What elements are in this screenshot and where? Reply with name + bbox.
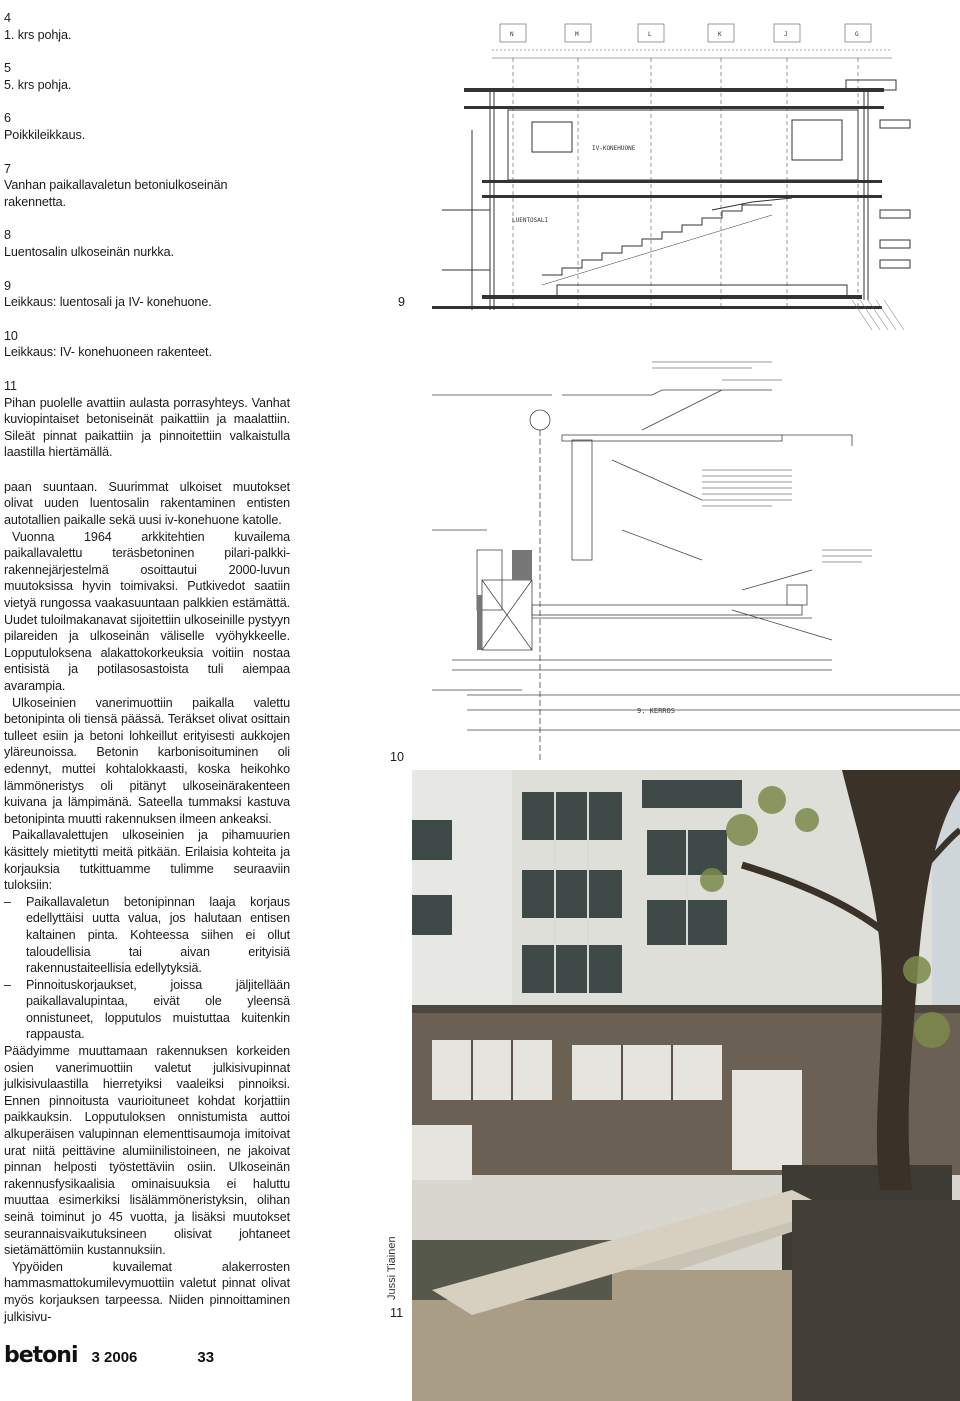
issue-number: 3 2006 bbox=[91, 1349, 138, 1366]
building-photo bbox=[412, 770, 960, 1401]
caption-number: 9 bbox=[4, 278, 11, 293]
caption-text: Poikkileikkaus. bbox=[4, 127, 86, 142]
caption-text: 1. krs pohja. bbox=[4, 27, 72, 42]
caption-number: 4 bbox=[4, 11, 11, 25]
list-item-text: Pinnoituskorjaukset, joissa jäljitellään paikallavalupintaa, eivät ole yleensä onnistuneet, lopputulos muistuttaa kuitenkin rappausta. bbox=[26, 977, 290, 1042]
grid-letter: M bbox=[575, 31, 579, 38]
paragraph: Ulkoseinien vanerimuottiin paikalla valettu betonipinta oli tiensä päässä. Teräkset olivat osittain tulleet esiin ja betoni lohkeillut erityisesti aukkojen yläreunoissa. Betonin karbonisoituminen oli edennyt, muttei kohtalokkaasti, koska heikohko lämmöneristys oli pitänyt ulkoseinärakenteen kuivana ja lämpimänä. Sateella tummaksi kastuva betonipinta muutti rakennuksen ilmeen ankeaksi. bbox=[4, 695, 290, 826]
caption-number: 7 bbox=[4, 161, 11, 176]
caption-10 bbox=[4, 328, 290, 361]
dash-bullet: – bbox=[4, 894, 11, 909]
left-column bbox=[4, 10, 290, 1325]
caption-7 bbox=[4, 161, 290, 211]
caption-11 bbox=[4, 378, 290, 461]
grid-letter: L bbox=[648, 31, 652, 38]
grid-letter: N bbox=[510, 31, 514, 38]
caption-text: Luentosalin ulkoseinän nurkka. bbox=[4, 244, 174, 259]
figure-11-label: 11 bbox=[390, 1306, 404, 1320]
grid-letter: K bbox=[718, 31, 722, 38]
paragraph: Vuonna 1964 arkkitehtien kuvailema paikallavalettu teräsbetoninen pilari-palkki-rakennejärjestelmä osoittautui 2000-luvun muutoksissa hyvin toimivaksi. Putkivedot saatiin vietyä rungossa vaakasuuntaan palkkien estämättä. Uudet tuloilmakanavat sijoitettiin ulkoseinille pystyyn pilareiden ja ulkoseinän väliselle vyöhykkeelle. Lopputuloksena alakattokorkeuksia voitiin nostaa entisistä ja potilasosastoista tuli aiempaa avarampia. bbox=[4, 529, 290, 693]
caption-number: 6 bbox=[4, 111, 11, 126]
caption-text: Pihan puolelle avattiin aulasta porrasyhteys. Vanhat kuviopintaiset betoniseinät paikattiin ja maalattiin. Sileät pinnat paikattiin ja pinnoitettiin valkaistulla laastilla hiertämällä. bbox=[4, 395, 290, 460]
paragraph: Ypyöiden kuvailemat alakerrosten hammasmattokumilevymuottiin valetut pinnat olivat myös korjauksen tarpeessa. Niiden pinnoittaminen julkisivu- bbox=[4, 1259, 290, 1324]
figure-9-section-drawing bbox=[412, 10, 960, 340]
article-body bbox=[4, 479, 290, 1325]
photo-credit: Jussi Tiainen bbox=[386, 1236, 398, 1300]
grid-letter: J bbox=[784, 31, 788, 38]
detail-drawing-svg bbox=[412, 350, 960, 760]
page-footer bbox=[4, 1343, 214, 1373]
figure-10-label: 10 bbox=[390, 750, 405, 764]
caption-number: 11 bbox=[4, 378, 17, 393]
caption-text: Leikkaus: luentosali ja IV- konehuone. bbox=[4, 295, 212, 310]
section-drawing-svg bbox=[412, 10, 960, 340]
magazine-logo: betoni bbox=[4, 1343, 78, 1368]
caption-number: 8 bbox=[4, 228, 11, 243]
figure-9-label: 9 bbox=[398, 295, 406, 309]
page-number: 33 bbox=[197, 1349, 215, 1366]
caption-5 bbox=[4, 60, 290, 93]
caption-number: 5 bbox=[4, 61, 11, 76]
paragraph: Päädyimme muuttamaan rakennuksen korkeiden osien vanerimuottiin valetut julkisivupinnat julkisivulaastilla hierretyiksi vaaleiksi pinnoiksi. Ennen pinnoitusta vaurioituneet kohdat korjattiin paikkauksin. Lopputuloksen onnistumista auttoi alkuperäisen valupinnan elementtisaumoja imitoivat urat niitä peittävine alumiinilistoineen, ne jakoivat pinnan helposti työstettäviin osiin. Ulkoseinän rakennusfysikaalisia ominaisuuksia ei haluttu muuttaa esimerkiksi lisälämmöneristyksin, olihan seinä toiminut jo 45 vuotta, ja lisäksi muutokset seurannaisvaikutuksineen olisivat johtaneet sietämättömiin kustannuksiin. bbox=[4, 1044, 290, 1258]
list-item bbox=[4, 894, 290, 977]
caption-6 bbox=[4, 110, 290, 143]
figure-11-photo bbox=[412, 770, 960, 1401]
dash-bullet: – bbox=[4, 977, 11, 992]
paragraph: Paikallavalettujen ulkoseinien ja pihamuurien käsittely mietitytti meitä pitkään. Erilaisia kohteita ja korjauksia tutkittuamme tulimme seuraaviin tuloksiin: bbox=[4, 828, 290, 893]
figure-10-detail-drawing bbox=[412, 350, 960, 760]
floor-label: 9. KERROS bbox=[637, 707, 675, 715]
caption-text: 5. krs pohja. bbox=[4, 77, 72, 92]
caption-number: 10 bbox=[4, 328, 18, 343]
caption-text: Leikkaus: IV- konehuoneen rakenteet. bbox=[4, 345, 212, 360]
paragraph: paan suuntaan. Suurimmat ulkoiset muutokset olivat uuden luentosalin rakentaminen entisten autotallien paikalle sekä uusi iv-konehuone katolle. bbox=[4, 479, 290, 528]
list-item-text: Paikallavaletun betonipinnan laaja korjaus edellyttäisi uutta valua, jos halutaan entisen kaltainen pinta. Kohteessa siihen ei ollut taloudellisia tai aivan erityisiä rakennustaiteellisia edellytyksiä. bbox=[26, 894, 290, 976]
room-label: LUENTOSALI bbox=[512, 217, 549, 224]
caption-text: Vanhan paikallavaletun betoniulkoseinän rakennetta. bbox=[4, 178, 228, 209]
room-label: IV-KONEHUONE bbox=[592, 145, 636, 152]
caption-8 bbox=[4, 227, 290, 260]
list-item bbox=[4, 977, 290, 1043]
grid-letter: G bbox=[855, 31, 859, 38]
caption-9 bbox=[4, 278, 290, 311]
caption-4 bbox=[4, 10, 290, 43]
